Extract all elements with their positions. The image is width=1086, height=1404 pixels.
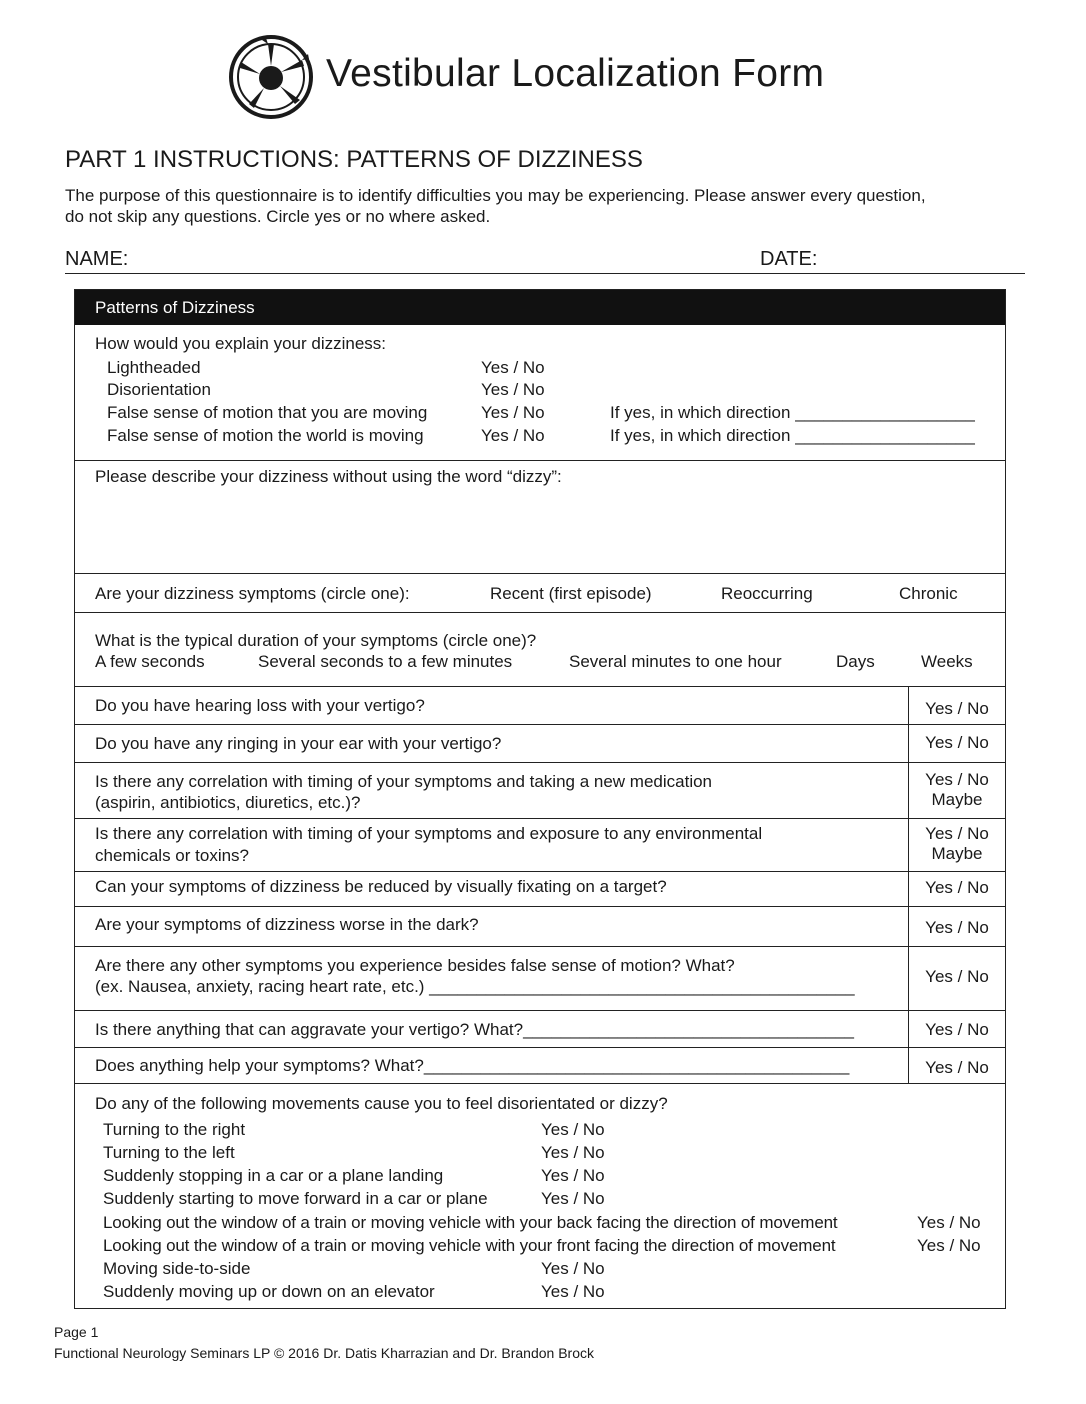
question-text: Do you have any ringing in your ear with your vertigo? <box>95 734 502 753</box>
part-title: PART 1 INSTRUCTIONS: PATTERNS OF DIZZINESS <box>65 146 643 173</box>
duration-question: What is the typical duration of your symptoms (circle one)? <box>95 631 537 650</box>
row-divider <box>75 1083 1005 1084</box>
question-text: (aspirin, antibiotics, diuretics, etc.)? <box>95 793 361 812</box>
explain-item-answer[interactable]: Yes / No <box>481 403 545 422</box>
movement-answer[interactable]: Yes / No <box>541 1143 605 1162</box>
explain-item-answer[interactable]: Yes / No <box>481 426 545 445</box>
maybe-answer[interactable]: Maybe <box>931 790 983 809</box>
movement-answer[interactable]: Yes / No <box>541 1282 605 1301</box>
movement-label: Moving side-to-side <box>103 1259 251 1278</box>
explain-item-label: False sense of motion the world is moving <box>107 426 424 445</box>
row-divider <box>75 1047 1005 1048</box>
row-divider <box>75 573 1005 574</box>
describe-answer-area[interactable] <box>95 492 995 568</box>
row-divider <box>75 946 1005 947</box>
instructions-line-2: do not skip any questions. Circle yes or no where asked. <box>65 207 491 226</box>
yes-no-answer[interactable]: Yes / No <box>925 733 989 752</box>
duration-option[interactable]: Days <box>836 652 875 671</box>
question-text: Do you have hearing loss with your vertigo? <box>95 696 425 715</box>
row-divider <box>75 612 1005 613</box>
date-field[interactable] <box>825 245 1025 273</box>
direction-field[interactable]: If yes, in which direction ___________________ <box>610 426 975 445</box>
movement-label: Suddenly stopping in a car or a plane landing <box>103 1166 444 1185</box>
symptoms-option-reoccurring[interactable]: Reoccurring <box>721 584 813 603</box>
question-text: Are there any other symptoms you experience besides false sense of motion? What? <box>95 956 735 975</box>
row-divider <box>75 818 1005 819</box>
movement-answer[interactable]: Yes / No <box>541 1189 605 1208</box>
yes-no-answer[interactable]: Yes / No <box>925 770 989 789</box>
duration-option[interactable]: Weeks <box>921 652 973 671</box>
movement-label: Suddenly moving up or down on an elevator <box>103 1282 435 1301</box>
movement-label: Looking out the window of a train or moving vehicle with your front facing the direction of movement <box>103 1236 836 1255</box>
movement-answer[interactable]: Yes / No <box>541 1259 605 1278</box>
duration-option[interactable]: Several seconds to a few minutes <box>258 652 513 671</box>
explain-item-answer[interactable]: Yes / No <box>481 358 545 377</box>
explain-item-answer[interactable]: Yes / No <box>481 380 545 399</box>
name-date-underline <box>65 273 1025 274</box>
explain-item-label: Disorientation <box>107 380 211 399</box>
instructions-line-1: The purpose of this questionnaire is to identify difficulties you may be experiencing. Please answer every question, <box>65 186 926 205</box>
question-answer-line[interactable]: Is there anything that can aggravate your vertigo? What?___________________________________ <box>95 1020 854 1039</box>
movement-label: Turning to the right <box>103 1120 246 1139</box>
yes-no-answer[interactable]: Yes / No <box>925 699 989 718</box>
movement-answer[interactable]: Yes / No <box>917 1213 981 1232</box>
section-title: Patterns of Dizziness <box>95 298 255 317</box>
movements-question: Do any of the following movements cause you to feel disorientated or dizzy? <box>95 1094 668 1113</box>
yes-no-answer[interactable]: Yes / No <box>925 878 989 897</box>
instructions <box>65 185 1005 227</box>
form-title: Vestibular Localization Form <box>326 52 825 95</box>
question-answer-line[interactable]: Does anything help your symptoms? What?_____________________________________________ <box>95 1056 850 1075</box>
row-divider <box>75 460 1005 461</box>
copyright: Functional Neurology Seminars LP © 2016 Dr. Datis Kharrazian and Dr. Brandon Brock <box>54 1345 594 1361</box>
duration-option[interactable]: Several minutes to one hour <box>569 652 782 671</box>
movement-answer[interactable]: Yes / No <box>917 1236 981 1255</box>
question-text: chemicals or toxins? <box>95 846 250 865</box>
movement-label: Suddenly starting to move forward in a car or plane <box>103 1189 488 1208</box>
question-answer-line[interactable]: (ex. Nausea, anxiety, racing heart rate, etc.) _____________________________________________ <box>95 977 855 996</box>
explain-item-label: Lightheaded <box>107 358 201 377</box>
explain-question: How would you explain your dizziness: <box>95 334 387 353</box>
yes-no-answer[interactable]: Yes / No <box>925 1058 989 1077</box>
yes-no-answer[interactable]: Yes / No <box>925 918 989 937</box>
row-divider <box>75 762 1005 763</box>
symptoms-question: Are your dizziness symptoms (circle one): <box>95 584 410 603</box>
direction-field[interactable]: If yes, in which direction ___________________ <box>610 403 975 422</box>
page-number: Page 1 <box>54 1324 99 1340</box>
row-divider <box>75 871 1005 872</box>
explain-item-label: False sense of motion that you are moving <box>107 403 428 422</box>
movement-answer[interactable]: Yes / No <box>541 1120 605 1139</box>
date-label: DATE: <box>760 248 818 270</box>
describe-question: Please describe your dizziness without using the word “dizzy”: <box>95 467 562 486</box>
row-divider <box>75 686 1005 687</box>
name-field[interactable] <box>135 245 750 273</box>
symptoms-option-chronic[interactable]: Chronic <box>899 584 958 603</box>
movement-label: Looking out the window of a train or moving vehicle with your back facing the direction of movement <box>103 1213 838 1232</box>
question-text: Can your symptoms of dizziness be reduced by visually fixating on a target? <box>95 877 667 896</box>
section-header <box>75 290 1005 325</box>
symptoms-option-recent[interactable]: Recent (first episode) <box>490 584 652 603</box>
yes-no-answer[interactable]: Yes / No <box>925 1020 989 1039</box>
row-divider <box>75 1010 1005 1011</box>
row-divider <box>75 906 1005 907</box>
maybe-answer[interactable]: Maybe <box>931 844 983 863</box>
duration-option[interactable]: A few seconds <box>95 652 205 671</box>
question-text: Is there any correlation with timing of your symptoms and exposure to any environmental <box>95 824 763 843</box>
yes-no-answer[interactable]: Yes / No <box>925 824 989 843</box>
yes-no-answer[interactable]: Yes / No <box>925 967 989 986</box>
row-divider <box>75 724 1005 725</box>
movement-answer[interactable]: Yes / No <box>541 1166 605 1185</box>
question-text: Is there any correlation with timing of your symptoms and taking a new medication <box>95 772 713 791</box>
neuron-logo-icon <box>228 34 314 120</box>
name-label: NAME: <box>65 248 129 270</box>
question-text: Are your symptoms of dizziness worse in the dark? <box>95 915 479 934</box>
movement-label: Turning to the left <box>103 1143 235 1162</box>
